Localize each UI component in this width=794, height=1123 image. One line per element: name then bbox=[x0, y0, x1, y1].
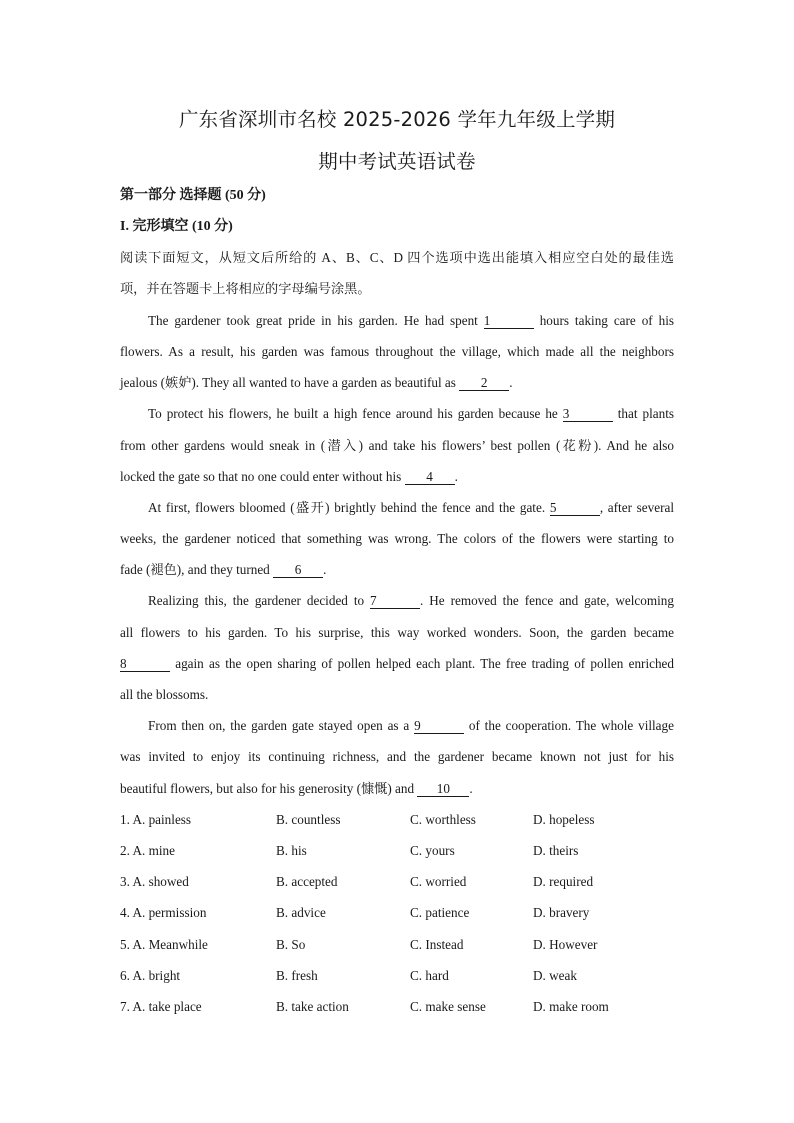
option-row bbox=[120, 935, 680, 955]
option-a: 4. A. permission bbox=[120, 905, 207, 920]
answer-blank: 10 bbox=[417, 781, 469, 797]
passage-line: At first, flowers bloomed (盛开) brightly behind the fence and the gate. 5 , after several bbox=[148, 500, 674, 515]
passage-line: 8 again as the open sharing of pollen helped each plant. The free trading of pollen enriched bbox=[120, 656, 674, 671]
answer-blank: 7 bbox=[370, 593, 420, 609]
option-c: C. Instead bbox=[410, 937, 464, 952]
option-c: C. make sense bbox=[410, 999, 486, 1014]
passage-line: all the blossoms. bbox=[120, 687, 209, 702]
option-c: C. hard bbox=[410, 968, 449, 983]
exam-title-line1: 广东省深圳市名校 2025-2026 学年九年级上学期 bbox=[178, 108, 616, 131]
part-heading: 第一部分 选择题 (50 分) bbox=[120, 188, 266, 203]
passage-line: Realizing this, the gardener decided to 7 . He removed the fence and gate, welcoming bbox=[148, 593, 674, 608]
option-d: D. hopeless bbox=[533, 812, 595, 827]
answer-blank: 6 bbox=[273, 562, 323, 578]
passage-line: flowers. As a result, his garden was famous throughout the village, which made all the neighbors bbox=[120, 344, 674, 359]
answer-blank: 5 bbox=[550, 500, 600, 516]
option-b: B. accepted bbox=[276, 874, 338, 889]
option-c: C. worried bbox=[410, 874, 467, 889]
passage-line: was invited to enjoy its continuing richness, and the gardener became known not just for his bbox=[120, 749, 674, 764]
passage-line: To protect his flowers, he built a high fence around his garden because he 3 that plants bbox=[148, 406, 674, 421]
answer-blank: 1 bbox=[484, 313, 534, 329]
option-a: 3. A. showed bbox=[120, 874, 189, 889]
option-d: D. weak bbox=[533, 968, 577, 983]
option-d: D. make room bbox=[533, 999, 609, 1014]
passage-line: from other gardens would sneak in (潜入) and take his flowers’ best pollen (花粉). And he also bbox=[120, 438, 674, 453]
option-d: D. bravery bbox=[533, 905, 590, 920]
option-b: B. fresh bbox=[276, 968, 318, 983]
option-a: 7. A. take place bbox=[120, 999, 202, 1014]
option-c: C. patience bbox=[410, 905, 470, 920]
passage-line: fade (褪色), and they turned 6 . bbox=[120, 562, 327, 577]
passage-line: locked the gate so that no one could enter without his 4 . bbox=[120, 469, 458, 484]
option-row bbox=[120, 841, 680, 861]
passage-line: jealous (嫉妒). They all wanted to have a garden as beautiful as 2 . bbox=[120, 375, 513, 390]
option-b: B. advice bbox=[276, 905, 326, 920]
option-a: 2. A. mine bbox=[120, 843, 175, 858]
option-a: 5. A. Meanwhile bbox=[120, 937, 208, 952]
option-a: 6. A. bright bbox=[120, 968, 181, 983]
instruction-text: 项，并在答题卡上将相应的字母编号涂黑。 bbox=[120, 281, 371, 296]
passage-line: all flowers to his garden. To his surprise, this way worked wonders. Soon, the garden became bbox=[120, 625, 674, 640]
option-b: B. So bbox=[276, 937, 306, 952]
exam-title-line2: 期中考试英语试卷 bbox=[318, 150, 476, 173]
passage-line: From then on, the garden gate stayed open as a 9 of the cooperation. The whole village bbox=[148, 718, 674, 733]
option-c: C. worthless bbox=[410, 812, 476, 827]
passage-line: The gardener took great pride in his garden. He had spent 1 hours taking care of his bbox=[148, 313, 674, 328]
passage-line: weeks, the gardener noticed that something was wrong. The colors of the flowers were starting to bbox=[120, 531, 674, 546]
instruction-text: 阅读下面短文，从短文后所给的 A、B、C、D 四个选项中选出能填入相应空白处的最佳选 bbox=[120, 250, 674, 265]
answer-blank: 2 bbox=[459, 375, 509, 391]
option-d: D. However bbox=[533, 937, 598, 952]
option-d: D. theirs bbox=[533, 843, 579, 858]
option-row bbox=[120, 903, 680, 923]
answer-blank: 4 bbox=[405, 469, 455, 485]
option-b: B. countless bbox=[276, 812, 341, 827]
passage-line: beautiful flowers, but also for his generosity (慷慨) and 10 . bbox=[120, 781, 473, 796]
option-row bbox=[120, 872, 680, 892]
answer-blank: 8 bbox=[120, 656, 170, 672]
option-a: 1. A. painless bbox=[120, 812, 192, 827]
option-row bbox=[120, 997, 680, 1017]
section-heading: I. 完形填空 (10 分) bbox=[120, 219, 233, 234]
option-row bbox=[120, 810, 680, 830]
answer-blank: 3 bbox=[563, 406, 613, 422]
option-c: C. yours bbox=[410, 843, 455, 858]
answer-blank: 9 bbox=[414, 718, 464, 734]
option-b: B. take action bbox=[276, 999, 349, 1014]
option-d: D. required bbox=[533, 874, 594, 889]
option-b: B. his bbox=[276, 843, 307, 858]
option-row bbox=[120, 966, 680, 986]
